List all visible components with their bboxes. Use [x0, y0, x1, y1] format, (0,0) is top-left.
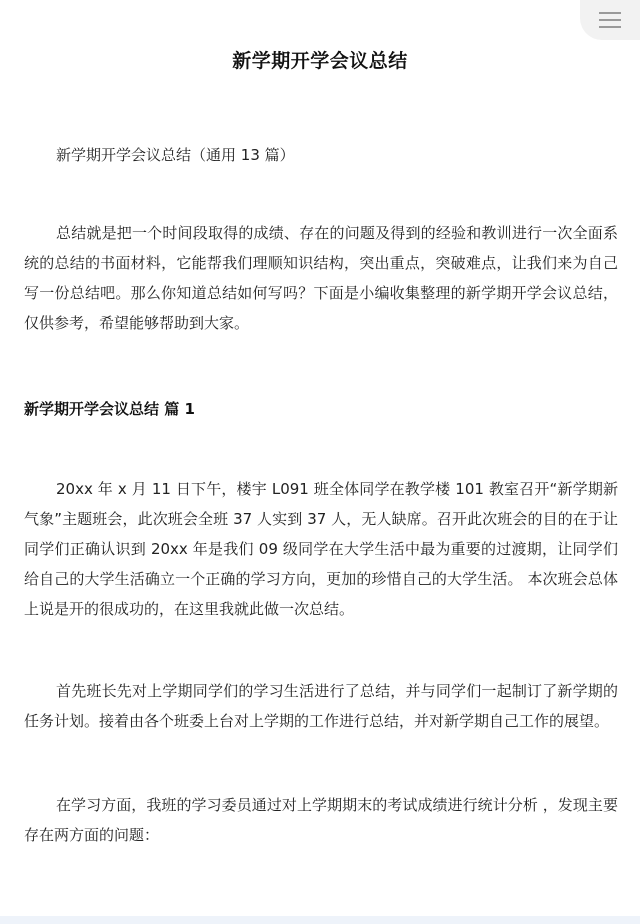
intro-paragraph: 总结就是把一个时间段取得的成绩、存在的问题及得到的经验和教训进行一次全面系统的总结的书面材料，它能帮我们理顺知识结构，突出重点，突破难点，让我们来为自己写一份总结吧。那么你知道总结如何写吗？下面是小编收集整理的新学期开学会议总结，仅供参考，希望能够帮助到大家。 [24, 224, 618, 332]
body-paragraph-1: 20xx 年 x 月 11 日下午，楼宇 L091 班全体同学在教学楼 101 教室召开“新学期新气象”主题班会，此次班会全班 37 人实到 37 人，无人缺席。召开此次班会的目的在于让同学们正确认识到 20xx 年是我们 09 级同学在大学生活中最为重要的过渡期，让同学们给自己的大学生活确立一个正确的学习方向，更加的珍惜自己的大学生活。 本次班会总体上说是开的很成功的，在这里我就此做一次总结。 [24, 480, 618, 618]
body-paragraph-3: 在学习方面，我班的学习委员通过对上学期期末的考试成绩进行统计分析 ，发现主要存在两方面的问题： [24, 796, 618, 844]
page-title: 新学期开学会议总结 [232, 50, 408, 72]
body-paragraph-2: 首先班长先对上学期同学们的学习生活进行了总结，并与同学们一起制订了新学期的任务计划。接着由各个班委上台对上学期的工作进行总结，并对新学期自己工作的展望。 [24, 682, 618, 730]
menu-button[interactable] [580, 0, 640, 40]
document-subtitle: 新学期开学会议总结（通用 13 篇） [56, 146, 295, 164]
hamburger-menu-icon [599, 11, 621, 29]
section-heading: 新学期开学会议总结 篇 1 [24, 400, 195, 418]
bottom-bar [0, 916, 640, 924]
